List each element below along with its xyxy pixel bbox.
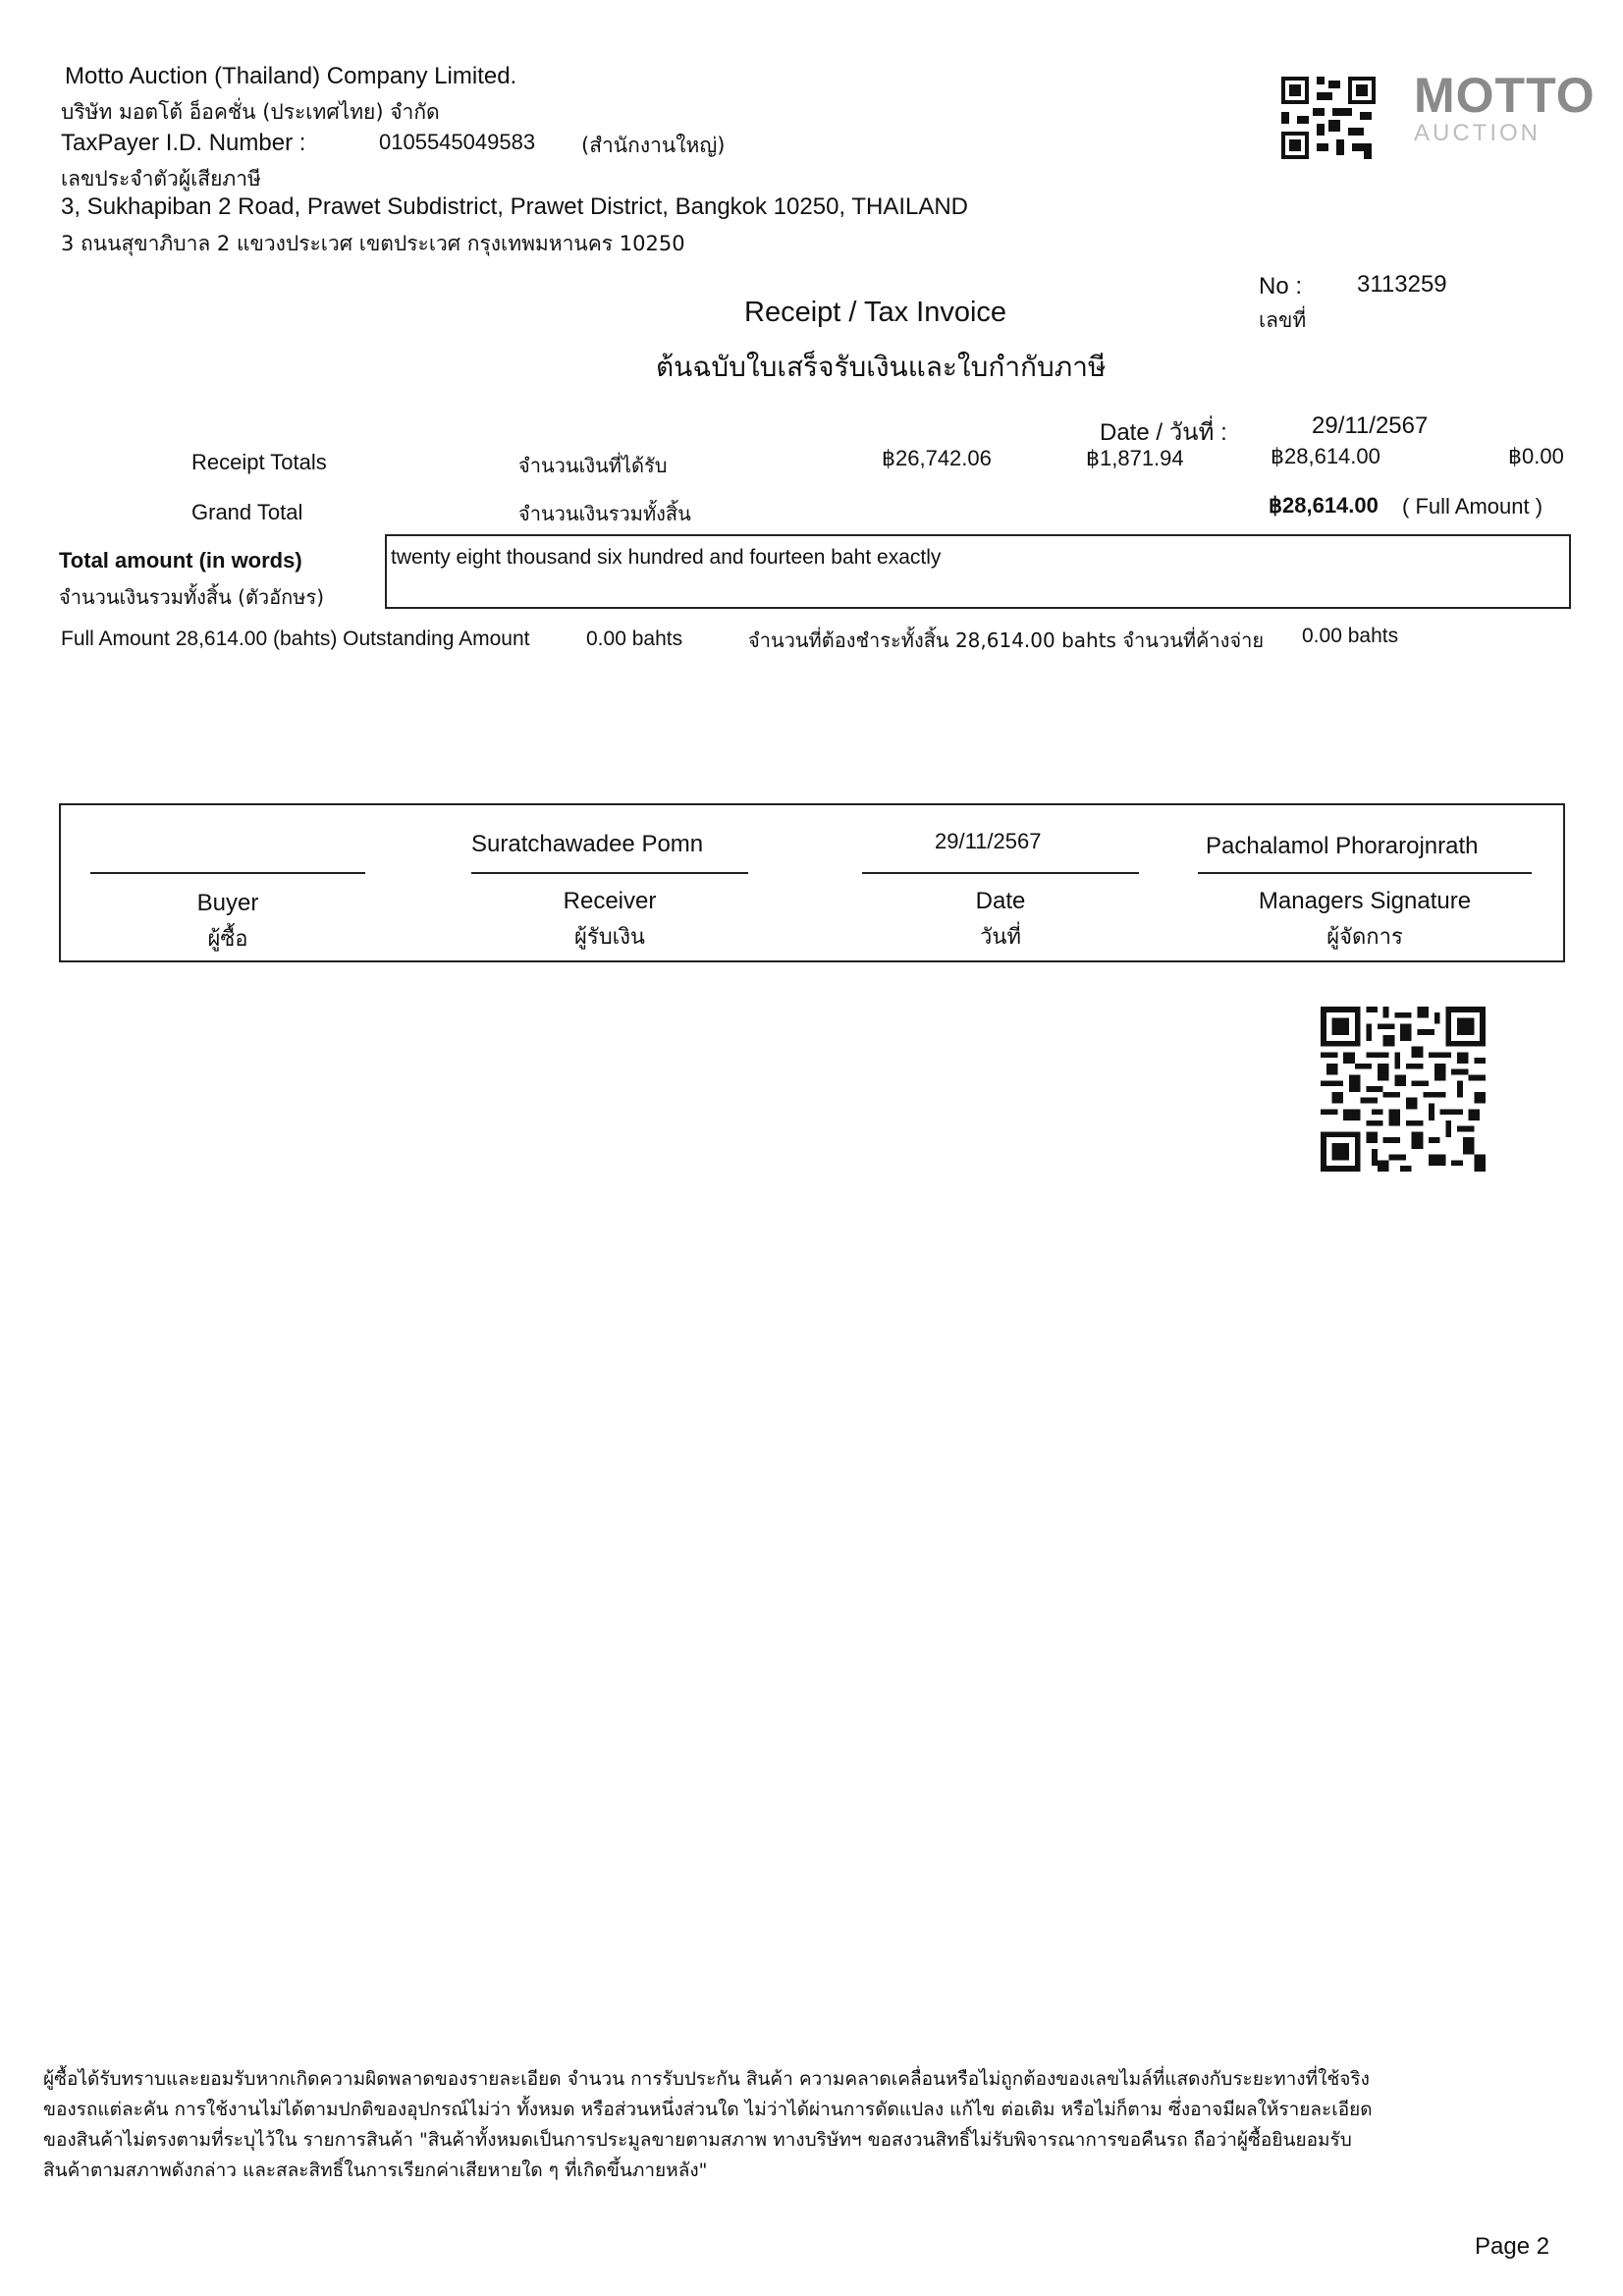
- grand-total-note: ( Full Amount ): [1402, 494, 1543, 519]
- manager-signature-value: Pachalamol Phorarojnrath: [1206, 833, 1479, 859]
- summary-th: จำนวนที่ต้องชำระทั้งสิ้น 28,614.00 bahts จำนวนที่ค้างจ่าย: [748, 629, 1265, 652]
- signature-box: [59, 803, 1565, 962]
- disclaimer-line: ของสินค้าไม่ตรงตามที่ระบุไว้ใน รายการสินค้า "สินค้าทั้งหมดเป็นการประมูลขายตามสภาพ ทางบริษัทฯ ขอสงวนสิทธิ์ไม่รับพิจารณาการขอคืนรถ ถือว่าผู้ซื้อยินยอมรับ: [43, 2129, 1352, 2151]
- motto-logo: [1414, 68, 1596, 146]
- taxpayer-branch: (สำนักงานใหญ่): [581, 134, 726, 157]
- qr-code-icon: [1321, 1006, 1486, 1173]
- amount-in-words-box: [385, 534, 1571, 609]
- doc-date-label: Date / วันที่ :: [1100, 419, 1227, 446]
- company-name-en: Motto Auction (Thailand) Company Limited.: [65, 63, 517, 89]
- taxpayer-id: 0105545049583: [379, 130, 536, 154]
- grand-total-value: ฿28,614.00: [1269, 493, 1379, 518]
- disclaimer: [43, 2064, 1373, 2186]
- manager-label: Managers Signature: [1258, 888, 1472, 914]
- manager-signature-line: [1198, 872, 1532, 874]
- receiver-signature-line: [471, 872, 748, 874]
- receipt-totals-label-th: จำนวนเงินที่ได้รับ: [518, 454, 668, 477]
- date-signature-line: [862, 872, 1139, 874]
- buyer-signature-line: [90, 872, 365, 874]
- qr-code-icon: [1281, 77, 1376, 159]
- receipt-totals-label: Receipt Totals: [191, 450, 327, 474]
- logo-main-text: MOTTO: [1414, 68, 1596, 123]
- words-label: Total amount (in words): [59, 548, 302, 573]
- vat-amount: ฿1,871.94: [1086, 446, 1184, 470]
- buyer-label: Buyer: [196, 890, 259, 916]
- receiver-signature-value: Suratchawadee Pomn: [471, 831, 704, 857]
- buyer-label-th: ผู้ซื้อ: [207, 927, 248, 952]
- receiver-label-th: ผู้รับเงิน: [574, 925, 645, 950]
- receiver-label: Receiver: [563, 888, 657, 914]
- disclaimer-line: ของรถแต่ละคัน การใช้งานไม่ได้ตามปกติของอุปกรณ์ไม่ว่า ทั้งหมด หรือส่วนหนึ่งส่วนใด ไม่ว่าได้ผ่านการดัดแปลง แก้ไข ต่อเติม หรือไม่ก็ตาม ซึ่งอาจมีผลให้รายละเอียด: [43, 2099, 1373, 2120]
- company-name-th: บริษัท มอตโต้ อ็อคชั่น (ประเทศไทย) จำกัด: [61, 100, 440, 124]
- date-signature-value: 29/11/2567: [935, 829, 1042, 853]
- logo-sub-text: AUCTION: [1414, 120, 1541, 146]
- company-address-en: 3, Sukhapiban 2 Road, Prawet Subdistrict, Prawet District, Bangkok 10250, THAILAND: [61, 193, 969, 220]
- date-label: Date: [975, 888, 1026, 914]
- grand-total-label: Grand Total: [191, 500, 303, 524]
- page-number: Page 2: [1475, 2233, 1550, 2260]
- date-label-th: วันที่: [980, 925, 1021, 950]
- company-address-th: 3 ถนนสุขาภิบาล 2 แขวงประเวศ เขตประเวศ กรุงเทพมหานคร 10250: [61, 232, 685, 255]
- manager-label-th: ผู้จัดการ: [1326, 925, 1403, 950]
- amount-in-words: twenty eight thousand six hundred and fourteen baht exactly: [391, 546, 942, 569]
- doc-no-label: No :: [1259, 273, 1303, 300]
- doc-no-label-th: เลขที่: [1259, 308, 1307, 332]
- summary-en-value: 0.00 bahts: [586, 628, 683, 650]
- taxpayer-label-th: เลขประจำตัวผู้เสียภาษี: [61, 167, 261, 191]
- amount-before-vat: ฿26,742.06: [882, 446, 992, 470]
- disclaimer-line: สินค้าตามสภาพดังกล่าว และสละสิทธิ์ในการเรียกค่าเสียหายใด ๆ ที่เกิดขึ้นภายหลัง": [43, 2159, 708, 2181]
- taxpayer-label: TaxPayer I.D. Number :: [61, 130, 306, 156]
- doc-number: 3113259: [1357, 271, 1447, 298]
- summary-en: Full Amount 28,614.00 (bahts) Outstanding Amount: [61, 628, 530, 650]
- outstanding-amount: ฿0.00: [1508, 444, 1564, 468]
- doc-title-th: ต้นฉบับใบเสร็จรับเงินและใบกำกับภาษี: [656, 351, 1107, 383]
- disclaimer-line: ผู้ซื้อได้รับทราบและยอมรับหากเกิดความผิดพลาดของรายละเอียด จำนวน การรับประกัน สินค้า ความคลาดเคลื่อนหรือไม่ถูกต้องของเลขไมล์ที่แสดงกับระยะทางที่ใช้จริง: [43, 2068, 1370, 2090]
- summary-th-value: 0.00 bahts: [1302, 625, 1399, 647]
- grand-total-label-th: จำนวนเงินรวมทั้งสิ้น: [518, 502, 691, 525]
- doc-title-en: Receipt / Tax Invoice: [744, 297, 1007, 328]
- total-amount: ฿28,614.00: [1271, 444, 1380, 468]
- words-label-th: จำนวนเงินรวมทั้งสิ้น (ตัวอักษร): [59, 585, 325, 609]
- doc-date: 29/11/2567: [1312, 412, 1429, 439]
